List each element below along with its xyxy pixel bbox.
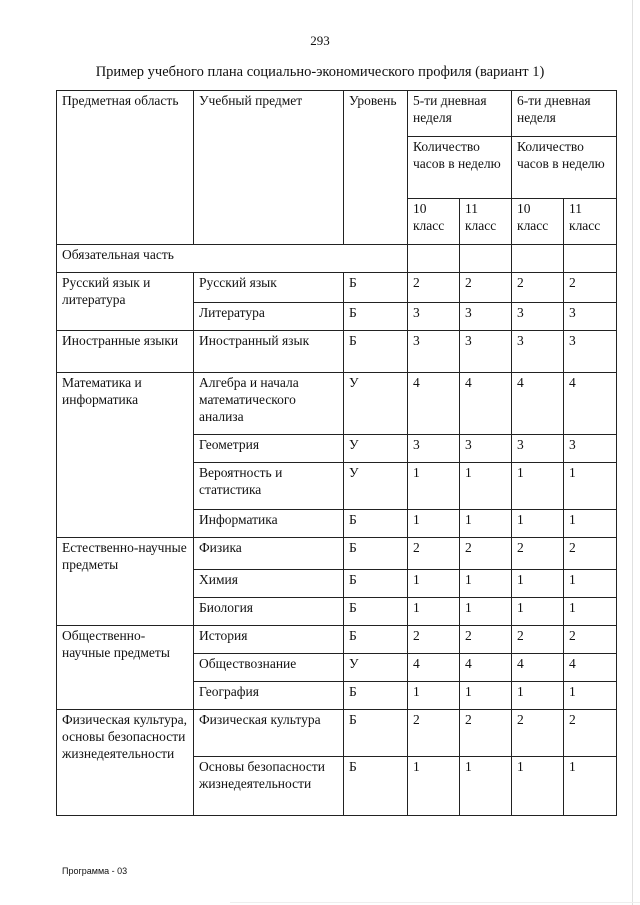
level-cell: Б — [344, 273, 408, 303]
header-hours-week6: Количество часов в неделю — [512, 137, 617, 199]
level-cell: У — [344, 435, 408, 463]
curriculum-table — [56, 90, 617, 816]
section-mandatory: Обязательная часть — [57, 245, 408, 273]
level-cell: У — [344, 654, 408, 682]
hours-cell-week6-grade10: 1 — [512, 570, 564, 598]
hours-cell-week6-grade10: 1 — [512, 757, 564, 816]
header-grade10-week5: 10 класс — [408, 199, 460, 245]
hours-cell-week5-grade11: 3 — [460, 435, 512, 463]
hours-cell-week6-grade11: 1 — [564, 757, 617, 816]
subject-area-cell: Математика и информатика — [57, 373, 194, 538]
hours-cell-week5-grade10: 1 — [408, 682, 460, 710]
level-cell: Б — [344, 331, 408, 373]
hours-cell-week5-grade10: 4 — [408, 373, 460, 435]
hours-cell-week5-grade10: 3 — [408, 331, 460, 373]
hours-cell-week5-grade11: 4 — [460, 373, 512, 435]
subject-cell: Иностранный язык — [194, 331, 344, 373]
subject-cell: Физика — [194, 538, 344, 570]
header-week6: 6-ти дневная неделя — [512, 91, 617, 137]
subject-area-cell: Русский язык и литература — [57, 273, 194, 331]
hours-cell-week6-grade11: 1 — [564, 570, 617, 598]
level-cell: У — [344, 463, 408, 510]
level-cell: Б — [344, 757, 408, 816]
hours-cell-week5-grade10: 3 — [408, 303, 460, 331]
level-cell: Б — [344, 626, 408, 654]
hours-cell-week5-grade10: 1 — [408, 598, 460, 626]
hours-cell-week5-grade11: 3 — [460, 303, 512, 331]
subject-cell: Основы безопасности жизнедеятельности — [194, 757, 344, 816]
subject-cell: История — [194, 626, 344, 654]
table-row — [57, 331, 617, 373]
hours-cell-week5-grade11: 1 — [460, 463, 512, 510]
hours-cell-week6-grade10: 1 — [512, 682, 564, 710]
footer-label: Программа - 03 — [62, 866, 128, 876]
hours-cell-week6-grade10: 4 — [512, 654, 564, 682]
level-cell: Б — [344, 570, 408, 598]
hours-cell-week6-grade10: 2 — [512, 273, 564, 303]
table-row — [57, 710, 617, 757]
hours-cell-week6-grade10: 2 — [512, 538, 564, 570]
hours-cell-week5-grade11: 2 — [460, 273, 512, 303]
level-cell: У — [344, 373, 408, 435]
hours-cell-week5-grade11: 1 — [460, 598, 512, 626]
hours-cell-week6-grade10: 1 — [512, 598, 564, 626]
subject-area-cell: Общественно-научные предметы — [57, 626, 194, 710]
header-subject: Учебный предмет — [194, 91, 344, 245]
hours-cell-week5-grade11: 1 — [460, 682, 512, 710]
page-title: Пример учебного плана социально-экономического профиля (вариант 1) — [95, 64, 545, 80]
subject-cell: Геометрия — [194, 435, 344, 463]
hours-cell-week5-grade10: 3 — [408, 435, 460, 463]
level-cell: Б — [344, 598, 408, 626]
hours-cell-week6-grade10: 3 — [512, 303, 564, 331]
hours-cell-week6-grade10: 2 — [512, 710, 564, 757]
hours-cell-week5-grade10: 4 — [408, 654, 460, 682]
level-cell: Б — [344, 510, 408, 538]
page-bottom-edge — [230, 902, 640, 903]
hours-cell-week6-grade10: 1 — [512, 510, 564, 538]
table-row — [57, 626, 617, 654]
header-grade11-week5: 11 класс — [460, 199, 512, 245]
page-number: 293 — [310, 33, 330, 48]
table-row — [57, 538, 617, 570]
hours-cell-week5-grade11: 1 — [460, 757, 512, 816]
subject-cell: Русский язык — [194, 273, 344, 303]
header-grade11-week6: 11 класс — [564, 199, 617, 245]
hours-cell-week5-grade10: 2 — [408, 273, 460, 303]
level-cell: Б — [344, 710, 408, 757]
subject-cell: Физическая культура — [194, 710, 344, 757]
hours-cell-week6-grade10: 3 — [512, 331, 564, 373]
level-cell: Б — [344, 303, 408, 331]
header-grade10-week6: 10 класс — [512, 199, 564, 245]
hours-cell-week5-grade11: 2 — [460, 538, 512, 570]
hours-cell-week6-grade10: 4 — [512, 373, 564, 435]
hours-cell-week6-grade11: 1 — [564, 598, 617, 626]
hours-cell-week6-grade10: 3 — [512, 435, 564, 463]
subject-cell: Информатика — [194, 510, 344, 538]
subject-area-cell: Иностранные языки — [57, 331, 194, 373]
table-row — [57, 373, 617, 435]
header-hours-week5: Количество часов в неделю — [408, 137, 512, 199]
subject-area-cell: Физическая культура, основы безопасности жизнедеятельности — [57, 710, 194, 816]
level-cell: Б — [344, 538, 408, 570]
subject-cell: Биология — [194, 598, 344, 626]
hours-cell-week5-grade10: 1 — [408, 757, 460, 816]
hours-cell-week5-grade11: 2 — [460, 626, 512, 654]
hours-cell-week6-grade11: 2 — [564, 538, 617, 570]
hours-cell-week5-grade11: 3 — [460, 331, 512, 373]
subject-cell: География — [194, 682, 344, 710]
level-cell: Б — [344, 682, 408, 710]
hours-cell-week5-grade10: 2 — [408, 626, 460, 654]
hours-cell-week6-grade11: 3 — [564, 435, 617, 463]
header-level: Уровень — [344, 91, 408, 245]
hours-cell-week5-grade11: 1 — [460, 510, 512, 538]
hours-cell-week6-grade11: 3 — [564, 303, 617, 331]
subject-cell: Алгебра и начала математического анализа — [194, 373, 344, 435]
hours-cell-week6-grade11: 2 — [564, 273, 617, 303]
hours-cell-week5-grade11: 4 — [460, 654, 512, 682]
hours-cell-week5-grade10: 2 — [408, 710, 460, 757]
subject-cell: Вероятность и статистика — [194, 463, 344, 510]
subject-cell: Химия — [194, 570, 344, 598]
hours-cell-week5-grade11: 2 — [460, 710, 512, 757]
hours-cell-week6-grade11: 1 — [564, 682, 617, 710]
header-week5: 5-ти дневная неделя — [408, 91, 512, 137]
hours-cell-week6-grade10: 1 — [512, 463, 564, 510]
subject-cell: Обществознание — [194, 654, 344, 682]
hours-cell-week5-grade11: 1 — [460, 570, 512, 598]
hours-cell-week6-grade11: 4 — [564, 654, 617, 682]
hours-cell-week6-grade10: 2 — [512, 626, 564, 654]
hours-cell-week5-grade10: 1 — [408, 463, 460, 510]
page-edge — [632, 0, 633, 905]
hours-cell-week6-grade11: 3 — [564, 331, 617, 373]
hours-cell-week6-grade11: 1 — [564, 510, 617, 538]
subject-area-cell: Естественно-научные предметы — [57, 538, 194, 626]
subject-cell: Литература — [194, 303, 344, 331]
hours-cell-week6-grade11: 4 — [564, 373, 617, 435]
hours-cell-week6-grade11: 2 — [564, 626, 617, 654]
hours-cell-week6-grade11: 2 — [564, 710, 617, 757]
header-area: Предметная область — [57, 91, 194, 245]
hours-cell-week5-grade10: 2 — [408, 538, 460, 570]
hours-cell-week5-grade10: 1 — [408, 570, 460, 598]
hours-cell-week5-grade10: 1 — [408, 510, 460, 538]
hours-cell-week6-grade11: 1 — [564, 463, 617, 510]
table-row — [57, 273, 617, 303]
